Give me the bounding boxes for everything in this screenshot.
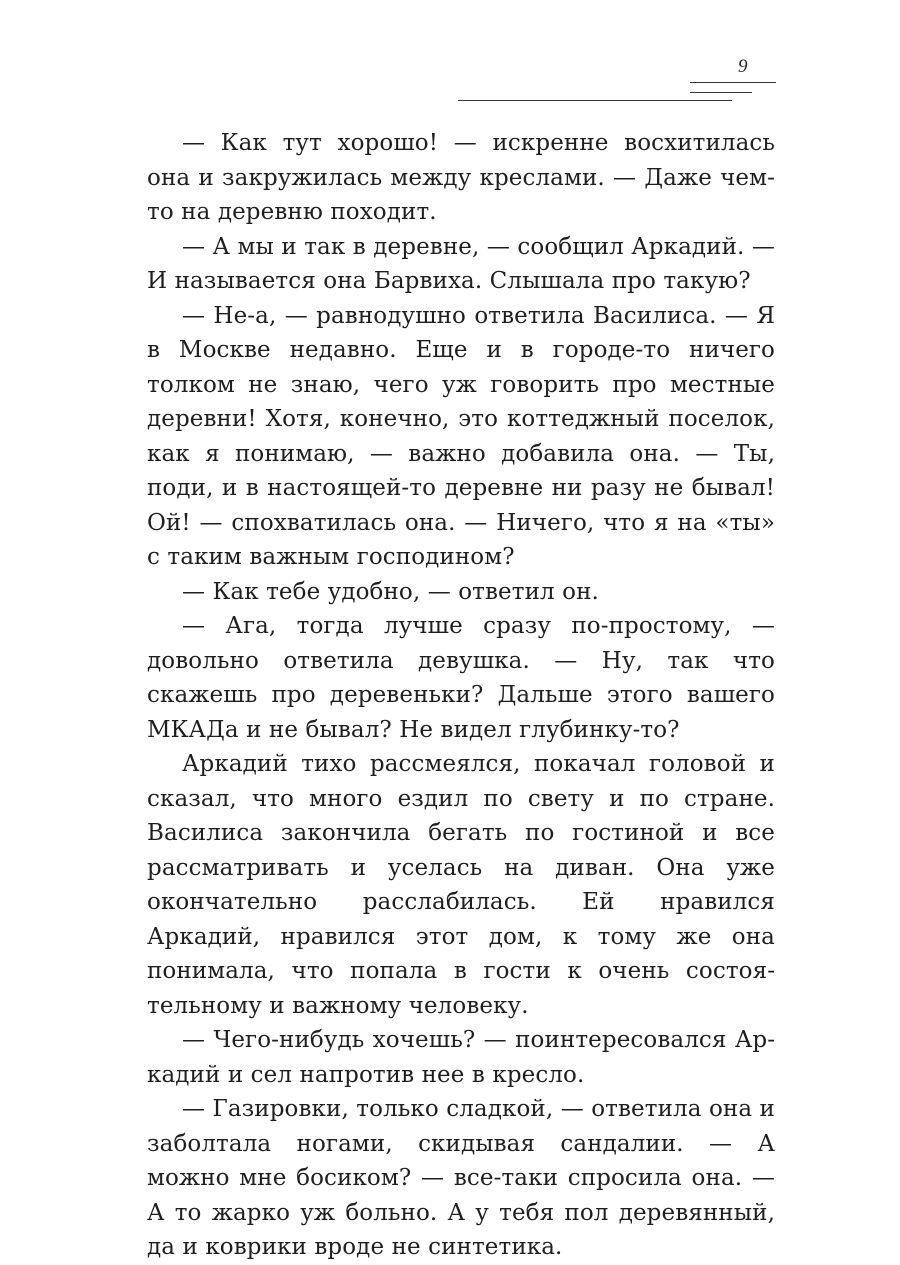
paragraph: — Как тебе удобно, — ответил он.: [182, 578, 599, 605]
page-number: 9: [738, 56, 748, 77]
paragraph: — А мы и так в деревне, — сообщил Аркадий. — И называется она Барвиха. Слышала про такую?: [147, 233, 775, 294]
paragraph: — Как тут хорошо! — искренне восхитилась она и закружилась между креслами. — Даже чем-то на деревню походит.: [147, 130, 775, 225]
header-rule: [458, 100, 732, 101]
paragraph: — Не-а, — равнодушно ответила Василиса. — Я в Москве недавно. Еще и в городе-то ничего толком не знаю, чего уж говорить про местные деревни! Хотя, конечно, это коттеджный поселок, как я понимаю, — важно добавила она. — Ты, поди, и в настоящей-то деревне ни разу не бывал! Ой! — спохватилась она. — Ничего, что я на «ты» с таким важным господином?: [147, 302, 775, 570]
header-rule: [690, 82, 776, 83]
paragraph: — Газировки, только сладкой, — ответила она и заболтала ногами, скидывая сандалии. — А можно мне босиком? — все-таки спросила она. — А то жарко уж больно. А у тебя пол деревянный, да и коврики вроде не синтетика.: [147, 1096, 775, 1260]
page-body: [147, 126, 775, 1265]
paragraph: — Чего-нибудь хочешь? — поинтересовался Аркадий и сел напротив нее в кресло.: [147, 1027, 775, 1088]
header-rule: [690, 92, 752, 93]
paragraph: — Ага, тогда лучше сразу по-простому, — довольно ответила девушка. — Ну, так что скажешь про деревеньки? Дальше этого вашего МКАДа и не бывал? Не видел глубинку-то?: [147, 613, 775, 743]
paragraph: Аркадий тихо рассмеялся, покачал головой и сказал, что много ездил по свету и по стране. Василиса закончила бегать по гостиной и все рассматривать и уселась на диван. Она уже окончательно расслабилась. Ей нравился Аркадий, нравился этот дом, к тому же она понимала, что попала в гости к очень состоятельному и важному человеку.: [147, 751, 775, 1019]
